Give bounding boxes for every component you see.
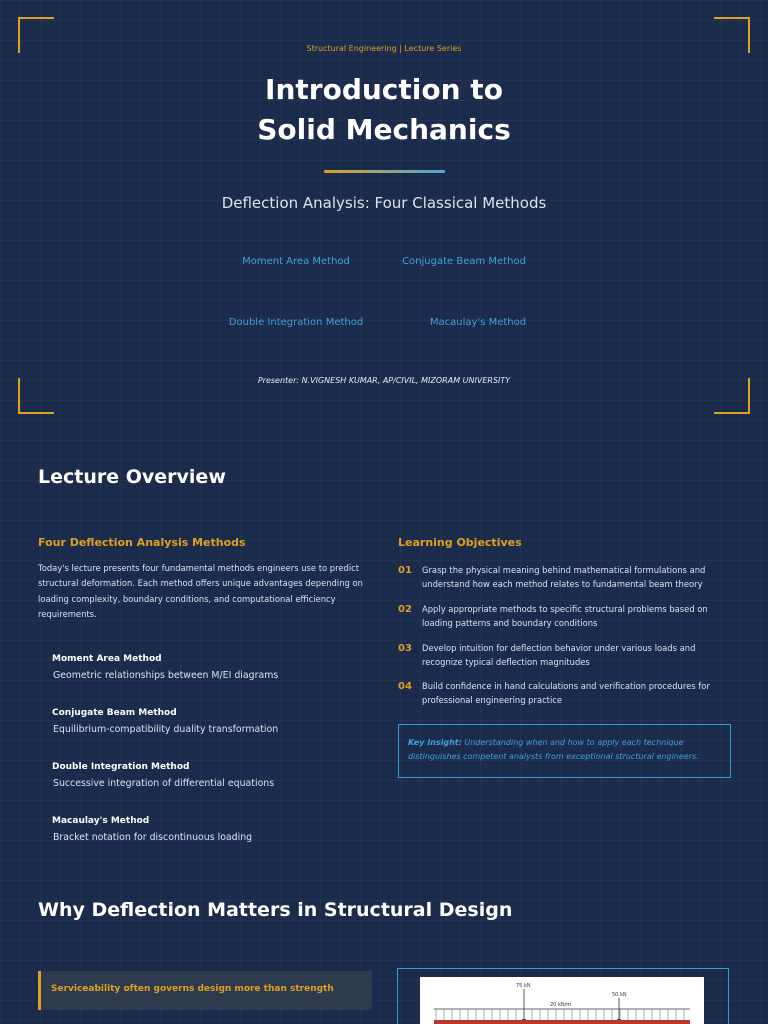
serviceability-callout: Serviceability often governs design more than strength [38,971,372,1010]
method-title: Macaulay's Method [52,816,150,826]
series-eyebrow: Structural Engineering | Lecture Series [306,44,462,53]
title-line-2: Solid Mechanics [257,113,511,146]
methods-heading: Four Deflection Analysis Methods [38,536,246,549]
method-description: Successive integration of differential equations [53,778,275,789]
method-title: Conjugate Beam Method [52,708,177,718]
title-line-1: Introduction to [265,73,503,106]
link-macaulays-method[interactable]: Macaulay's Method [429,317,527,328]
method-title: Double Integration Method [52,762,190,772]
objective-number: 03 [398,643,412,654]
section-heading-overview: Lecture Overview [38,466,226,488]
objectives-heading: Learning Objectives [398,536,522,549]
page-subtitle: Deflection Analysis: Four Classical Methods [221,194,547,212]
objective-text: Develop intuition for deflection behavior under various loads and recognize typical deflection magnitudes [422,643,696,667]
objective-number: 01 [398,565,412,576]
beam-member [434,1020,690,1024]
key-insight-text: Understanding when and how to apply each technique distinguishes competent analysts from exceptional structural engineers. [408,738,699,761]
method-description: Geometric relationships between M/EI diagrams [53,670,279,681]
beam-loading-diagram [420,977,704,1024]
method-description: Equilibrium-compatibility duality transformation [53,724,279,735]
objective-text: Build confidence in hand calculations and verification procedures for professional engineering practice [422,681,710,705]
point-load-label-1: 75 kN [516,983,531,989]
link-conjugate-beam-method[interactable]: Conjugate Beam Method [402,256,526,267]
point-load-label-2: 50 kN [612,992,627,998]
title-divider [324,170,445,173]
link-moment-area-method[interactable]: Moment Area Method [242,256,350,267]
objective-text: Apply appropriate methods to specific structural problems based on loading patterns and boundary conditions [422,604,708,628]
key-insight-box [398,724,731,778]
section-heading-why-deflection: Why Deflection Matters in Structural Design [38,899,513,921]
beam-figure-frame [397,968,729,1024]
udl-label: 20 kN/m [550,1002,572,1008]
key-insight-label: Key Insight: [408,738,462,747]
page-title [0,70,768,150]
objective-text: Grasp the physical meaning behind mathematical formulations and understand how each method relates to fundamental beam theory [422,565,706,589]
overview-intro: Today's lecture presents four fundamental methods engineers use to predict structural deformation. Each method offers unique advantages depending on loading complexity, boundary conditions, and computational efficiency requirements. [38,563,363,619]
objective-number: 02 [398,604,412,615]
beam-diagram-svg [420,977,704,1024]
method-title: Moment Area Method [52,654,162,664]
method-description: Bracket notation for discontinuous loading [53,832,253,843]
presenter-credit: Presenter: N.VIGNESH KUMAR, AP/CIVIL, MIZORAM UNIVERSITY [257,376,511,385]
link-double-integration-method[interactable]: Double Integration Method [228,317,364,328]
udl-arrows [436,1009,684,1020]
objective-number: 04 [398,681,412,692]
